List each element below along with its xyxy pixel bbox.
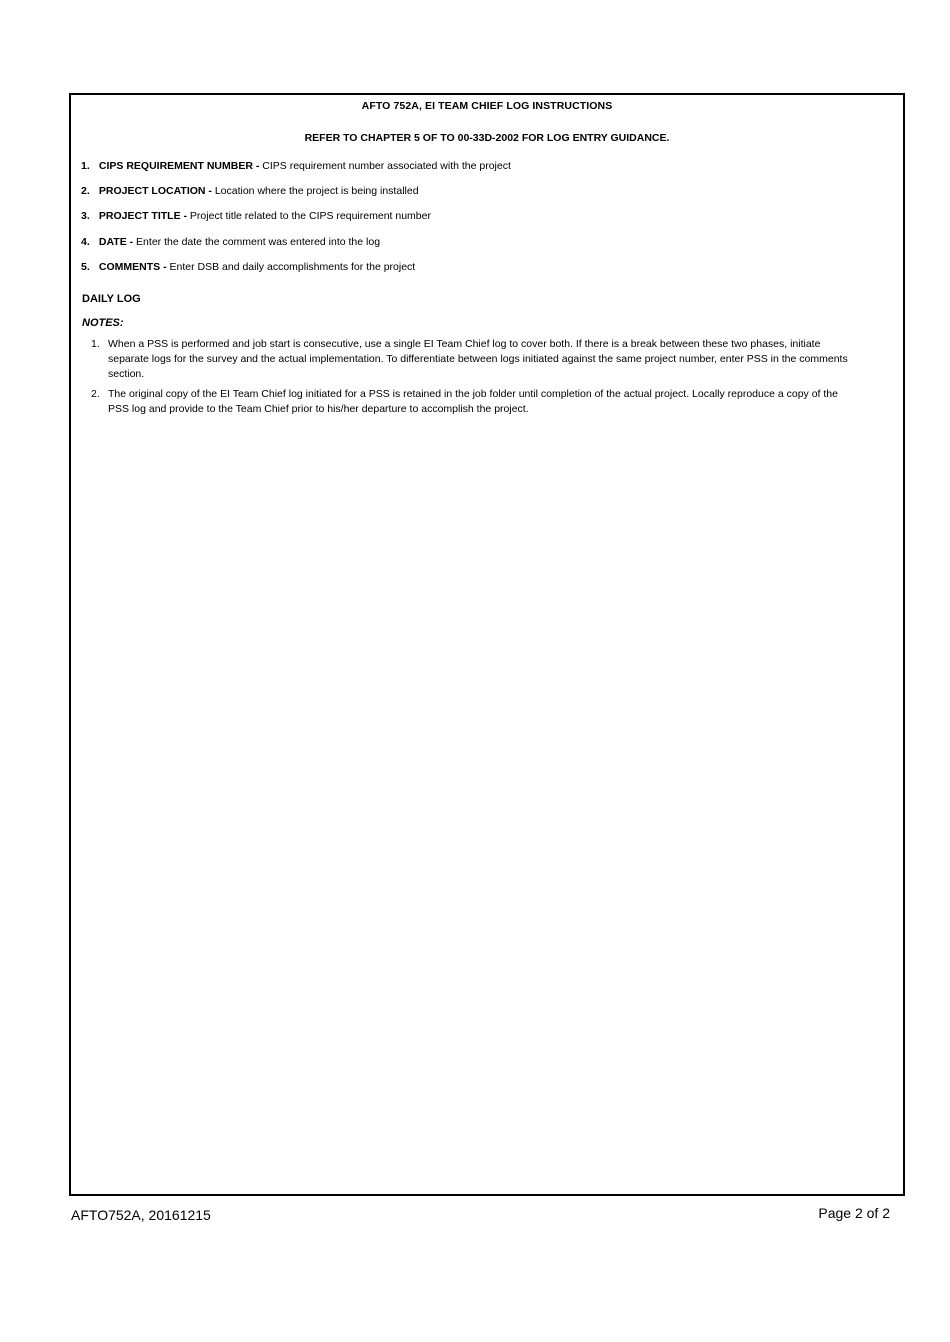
instruction-item-date [81, 235, 881, 260]
form-title: AFTO 752A, EI TEAM CHIEF LOG INSTRUCTIONS [361, 100, 613, 112]
note-number: 1. [91, 338, 100, 350]
item-text: CIPS requirement number associated with the project [259, 160, 511, 172]
instruction-item-title [81, 209, 881, 234]
item-number: 5. [81, 260, 90, 273]
instruction-item-location [81, 184, 881, 209]
item-text: Location where the project is being installed [211, 185, 419, 198]
item-label: PROJECT LOCATION - [98, 185, 212, 198]
item-text: Enter the date the comment was entered into the log [133, 235, 381, 248]
item-label: CIPS REQUIREMENT NUMBER - [98, 160, 260, 172]
note-text: When a PSS is performed and job start is consecutive, use a single EI Team Chief log to cover both. If there is a break between these two phases, initiate separate logs for the survey and the actual implementation. To differentiate between logs initiated against the same project number, enter PSS in the comments section. [108, 338, 848, 380]
instruction-item-comments [81, 260, 881, 285]
form-frame [69, 93, 905, 1196]
note-item [91, 337, 861, 382]
item-text: Project title related to the CIPS requirement number [187, 210, 431, 223]
page-number: Page 2 of 2 [818, 1205, 890, 1221]
form-identifier: AFTO752A, 20161215 [71, 1207, 211, 1223]
item-number: 3. [81, 210, 90, 223]
note-item [91, 387, 861, 417]
note-text: The original copy of the EI Team Chief log initiated for a PSS is retained in the job folder until completion of the actual project. Locally reproduce a copy of the PSS log and provide to the Team Chief prior to his/her departure to accomplish the project. [108, 388, 838, 415]
notes-heading: NOTES: [82, 317, 124, 329]
instruction-list [81, 159, 881, 285]
item-label: DATE - [98, 235, 134, 248]
item-label: PROJECT TITLE - [98, 210, 188, 223]
daily-log-heading: DAILY LOG [82, 293, 141, 305]
item-text: Enter DSB and daily accomplishments for the project [166, 260, 416, 273]
item-number: 4. [81, 235, 90, 248]
item-number: 1. [81, 160, 90, 172]
instruction-item-cips [81, 159, 881, 184]
notes-list [91, 337, 861, 422]
item-number: 2. [81, 185, 90, 198]
item-label: COMMENTS - [98, 260, 167, 273]
note-number: 2. [91, 388, 100, 400]
form-subtitle: REFER TO CHAPTER 5 OF TO 00-33D-2002 FOR LOG ENTRY GUIDANCE. [304, 132, 670, 144]
